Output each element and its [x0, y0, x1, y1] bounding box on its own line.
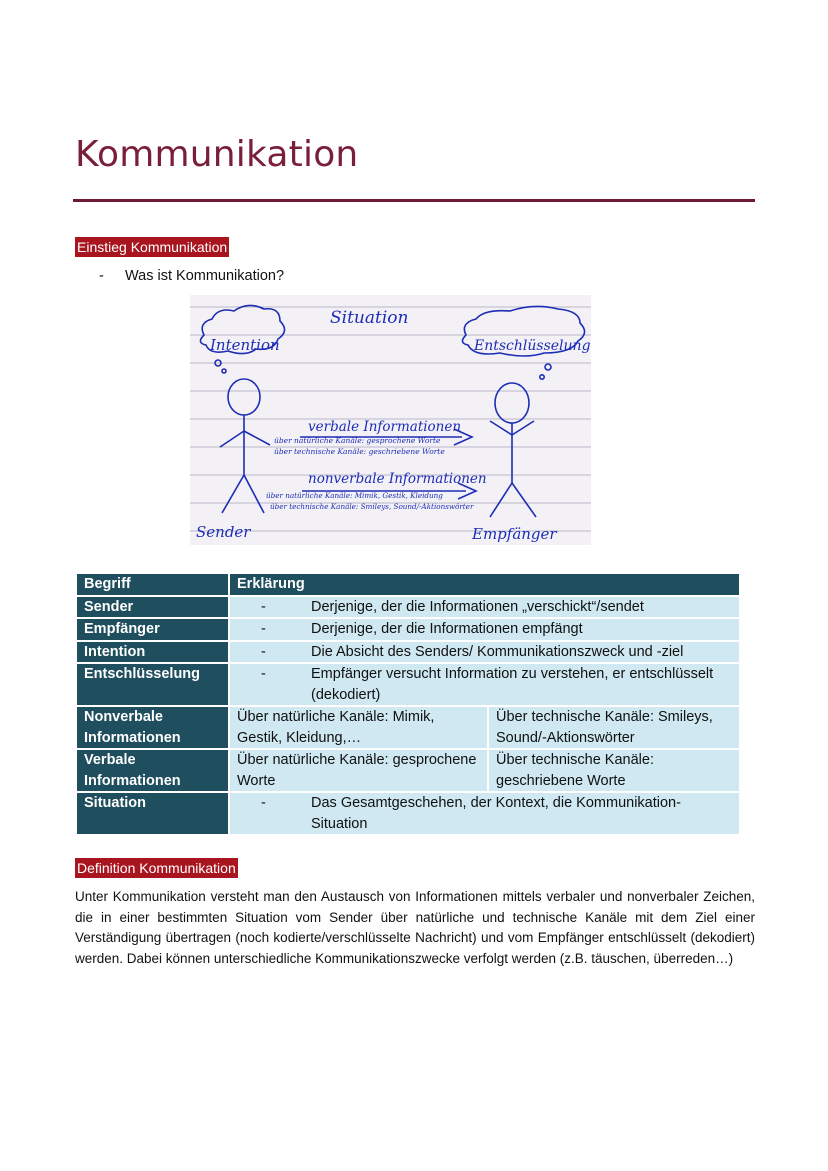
thought-bubble [545, 364, 551, 370]
bullet-dash: - [99, 268, 104, 284]
term-cell: Intention [76, 641, 229, 664]
explanation-cell [229, 663, 740, 706]
dash: - [261, 621, 266, 637]
dash: - [261, 795, 266, 811]
thought-bubble [540, 375, 544, 379]
term-cell: Sender [76, 596, 229, 619]
dash: - [261, 666, 266, 682]
sketch-drawing [190, 295, 591, 545]
section-label-definition: Definition Kommunikation [77, 860, 236, 876]
explanation-text: Derjenige, der die Informationen empfängt [311, 621, 583, 637]
definitions-table [75, 572, 741, 836]
bullet-item [99, 267, 284, 285]
dash: - [261, 598, 266, 615]
communication-sketch-photo [190, 295, 591, 545]
table-row-verbal [76, 749, 740, 792]
table-row-sender [76, 596, 740, 619]
sketch-verbal-label: verbale Informationen [308, 419, 462, 435]
explanation-cell [229, 618, 740, 641]
sketch-decoding-label: Entschlüsselung [474, 338, 591, 354]
explanation-text: Empfänger versucht Information zu verstehen, er entschlüsselt (dekodiert) [311, 666, 714, 703]
term-cell: Situation [76, 792, 229, 835]
table-row-receiver [76, 618, 740, 641]
sketch-verbal-natural: über natürliche Kanäle: gesprochene Worte [274, 436, 441, 445]
table-row-situation [76, 792, 740, 835]
explanation-text: Derjenige, der die Informationen „verschickt“/sendet [311, 598, 644, 615]
sketch-nonverbal-natural: über natürliche Kanäle: Mimik, Gestik, Kleidung [266, 491, 443, 500]
explanation-text: Die Absicht des Senders/ Kommunikationszweck und -ziel [311, 643, 684, 660]
term-cell: Nonverbale Informationen [76, 706, 229, 749]
explanation-cell [229, 596, 740, 619]
sketch-sender-label: Sender [196, 523, 251, 541]
stick-figure-receiver [490, 383, 536, 517]
natural-channel-cell: Über natürliche Kanäle: gesprochene Worte [229, 749, 488, 792]
sketch-nonverbal-technical: über technische Kanäle: Smileys, Sound/-Aktionswörter [270, 502, 474, 511]
sketch-receiver-label: Empfänger [472, 525, 557, 543]
sketch-nonverbal-label: nonverbale Informationen [308, 471, 487, 487]
explanation-cell [229, 641, 740, 664]
title-divider [73, 199, 755, 202]
term-cell: Verbale Informationen [76, 749, 229, 792]
dash: - [261, 643, 266, 660]
table-row-nonverbal [76, 706, 740, 749]
definition-paragraph: Unter Kommunikation versteht man den Austausch von Informationen mittels verbaler und nonverbaler Zeichen, die in einer bestimmten Situation vom Sender über natürliche und technische Kanäle mit dem Ziel einer Verständigung übertragen (noch kodierte/verschlüsselte Nachricht) und vom Empfänger entschlüsselt (dekodiert) werden. Dabei können unterschiedliche Kommunikationszwecke verfolgt werden (z.B. täuschen, überreden…) [75, 889, 755, 966]
section-label-intro: Einstieg Kommunikation [77, 239, 228, 255]
bullet-text: Was ist Kommunikation? [125, 268, 285, 284]
header-explanation: Erklärung [229, 573, 740, 596]
page-title: Kommunikation [75, 134, 359, 175]
natural-channel-cell: Über natürliche Kanäle: Mimik, Gestik, Kleidung,… [229, 706, 488, 749]
explanation-cell [229, 792, 740, 835]
table-row-intention [76, 641, 740, 664]
technical-channel-cell: Über technische Kanäle: Smileys, Sound/-Aktionswörter [488, 706, 740, 749]
thought-bubble [222, 369, 226, 373]
stick-figure-sender [220, 379, 270, 513]
sketch-situation-label: Situation [330, 308, 409, 328]
table-header-row [76, 573, 740, 596]
sketch-intention-label: Intention [210, 336, 280, 354]
term-cell: Empfänger [76, 618, 229, 641]
header-term: Begriff [76, 573, 229, 596]
sketch-verbal-technical: über technische Kanäle: geschriebene Worte [274, 447, 445, 456]
explanation-text: Das Gesamtgeschehen, der Kontext, die Kommunikation-Situation [311, 795, 681, 832]
table-row-decoding [76, 663, 740, 706]
term-cell: Entschlüsselung [76, 663, 229, 706]
technical-channel-cell: Über technische Kanäle: geschriebene Worte [488, 749, 740, 792]
